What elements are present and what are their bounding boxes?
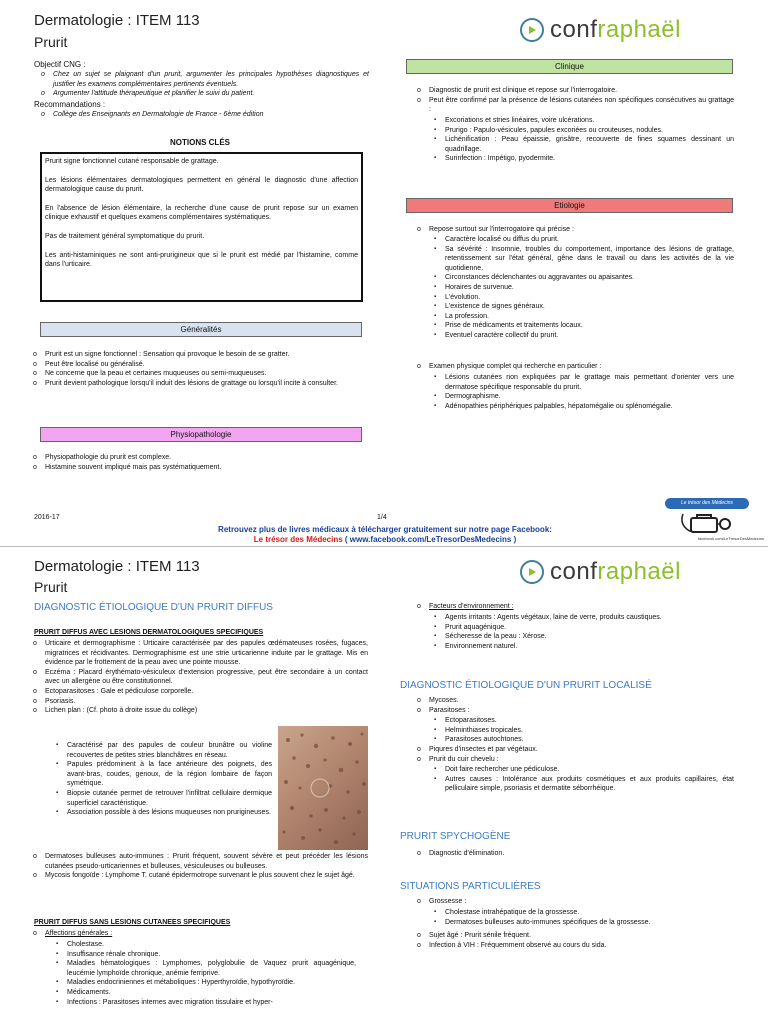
list-item: o Lichen plan : (Cf. photo à droite issue du collège)	[28, 706, 368, 716]
etiologie-sublist-2	[412, 373, 734, 411]
list-item: o Prurit devient pathologique lorsqu'il induit des lésions de grattage ou lorsqu'il incite à consulter.	[28, 379, 368, 389]
environnement-sublist	[412, 613, 734, 651]
list-item: o Infection à VIH : Fréquemment observé au cours du sida.	[412, 941, 734, 951]
page-title: Dermatologie : ITEM 113	[34, 558, 200, 575]
page-subtitle: Prurit	[34, 579, 68, 595]
objective-heading: Objectif CNG :	[34, 60, 86, 69]
list-item: ▪ Cholestase.	[34, 940, 356, 950]
list-item: o Facteurs d'environnement :	[412, 602, 734, 612]
recommendation-item: o Collège des Enseignants en Dermatologie de France - 6ème édition	[36, 110, 369, 120]
clinique-list	[412, 86, 734, 115]
list-item: o Parasitoses :	[412, 706, 734, 716]
list-item: o Affections générales :	[28, 929, 368, 939]
notion-paragraph: Les anti-histaminiques ne sont anti-prurigineux que si le prurit est médié par l'histamine, comme dans l'urticaire.	[45, 251, 358, 269]
notions-box	[40, 152, 363, 302]
section-title-diffus: DIAGNOSTIC ÉTIOLOGIQUE D'UN PRURIT DIFFUS	[34, 602, 273, 613]
situations-list-2	[412, 931, 734, 950]
document-page-2	[0, 548, 768, 1024]
list-item: ▪ Autres causes : Intolérance aux produits cosmétiques et aux produits capillaires, état pelliculaire simple, psoriasis et dermatite séborrhéique.	[412, 775, 734, 794]
list-item: ▪ Dermatoses bulleuses auto-immunes spécifiques de la grossesse.	[412, 918, 734, 928]
clinique-banner: Clinique	[406, 59, 733, 74]
list-item: ▪ Insuffisance rénale chronique.	[34, 950, 356, 960]
diffus-list-2	[28, 852, 368, 881]
footer-page-number: 1/4	[377, 514, 387, 521]
list-item: ▪ La profession.	[412, 312, 734, 322]
list-item: o Peut être localisé ou généralisé.	[28, 360, 368, 370]
list-item: ▪ Helminthiases tropicales.	[412, 726, 734, 736]
list-item: o Ne concerne que la peau et certaines muqueuses ou semi-muqueuses.	[28, 369, 368, 379]
etiologie-list-1	[412, 225, 734, 235]
list-item: o Eczéma : Placard érythémato-vésiculeux d'extension progressive, peut être secondaire à un contact avec un allergène ou être constitutionnel.	[28, 668, 368, 687]
notion-paragraph: Prurit signe fonctionnel cutané responsable de grattage.	[45, 158, 219, 165]
list-item: o Diagnostic de prurit est clinique et repose sur l'interrogatoire.	[412, 86, 734, 96]
list-item: o Histamine souvent impliqué mais pas systématiquement.	[28, 463, 368, 473]
notion-paragraph: Les lésions élémentaires dermatologiques permettent en général le diagnostic d'une affection dermatologique cause du prurit.	[45, 176, 358, 194]
list-item: o Ectoparasitoses : Gale et pédiculose corporelle.	[28, 687, 368, 697]
objective-item: o Chez un sujet se plaignant d'un prurit, argumenter les principales hypothèses diagnostiques et justifier les examens complémentaires pertinents éventuels.	[36, 70, 369, 89]
list-item: o Piqures d'insectes et par végétaux.	[412, 745, 734, 755]
list-item: ▪ L'existence de signes généraux.	[412, 302, 734, 312]
list-item: o Mycosis fongoïde : Lymphome T. cutané épidermotrope survenant le plus souvent chez le sujet âgé.	[28, 871, 368, 881]
list-item: o Examen physique complet qui recherche en particulier :	[412, 362, 734, 372]
list-item: o Mycoses.	[412, 696, 734, 706]
page-separator	[0, 546, 768, 547]
list-item: ▪ Médicaments.	[34, 988, 356, 998]
list-item: ▪ Caractère localisé ou diffus du prurit.	[412, 235, 734, 245]
list-item: ▪ Ectoparasitoses.	[412, 716, 734, 726]
list-item: o Urticaire et dermographisme : Urticaire caractérisée par des papules œdémateuses rosées, fugaces, migratrices et récidivantes. Dermographisme est une strie urticarienne induite par le grattage. Mis en évidence par le frottement de la peau avec une pointe mousse.	[28, 639, 368, 668]
badge-url: facebook.com/LeTresorDesMedecins	[697, 536, 764, 541]
tresor-medecins-badge	[648, 498, 766, 544]
list-item: ▪ Lésions cutanées non expliquées par le grattage mais permettant d'orienter vers une dermatose spécifique responsable du prurit.	[412, 373, 734, 392]
list-item: o Psoriasis.	[28, 697, 368, 707]
list-item: o Dermatoses bulleuses auto-immunes : Prurit fréquent, souvent sévère et peut précéder les lésions cutanées pseudo-urticariennes et bulleuses, vésiculeuses ou bulleuses.	[28, 852, 368, 871]
list-item: ▪ Eventuel caractère collectif du prurit.	[412, 331, 734, 341]
lichen-sublist	[34, 741, 272, 818]
list-item: o Peut être confirmé par la présence de lésions cutanées non spécifiques consécutives au grattage :	[412, 96, 734, 115]
list-item: ▪ Prise de médicaments et traitements locaux.	[412, 321, 734, 331]
list-item: ▪ Biopsie cutanée permet de retrouver l'infiltrat cellulaire dermique superficiel caractéristique.	[34, 789, 272, 808]
lichen-plan-photo	[278, 726, 368, 850]
list-item: o Sujet âgé : Prurit sénile fréquent.	[412, 931, 734, 941]
list-item: ▪ Cholestase intrahépatique de la grossesse.	[412, 908, 734, 918]
list-item: ▪ Association possible à des lésions muqueuses non prurigineuses.	[34, 808, 272, 818]
badge-title: Le trésor des Médecins	[665, 498, 749, 509]
list-item: o Prurit du cuir chevelu :	[412, 755, 734, 765]
objective-item: o Argumenter l'attitude thérapeutique et planifier le suivi du patient.	[36, 89, 369, 99]
clinique-sublist	[412, 116, 734, 164]
list-item: ▪ Horaires de survenue.	[412, 283, 734, 293]
cuir-chevelu-sublist	[412, 765, 734, 794]
page-title: Dermatologie : ITEM 113	[34, 12, 200, 29]
list-item: ▪ Papules prédominent à la face antérieure des poignets, des avant-bras, coudes, genoux, de la région lombaire de façon symétrique.	[34, 760, 272, 789]
confraphael-logo	[520, 18, 681, 42]
etiologie-sublist-1	[412, 235, 734, 341]
list-item: o Physiopathologie du prurit est complexe.	[28, 453, 368, 463]
recommendations-heading: Recommandations :	[34, 99, 106, 109]
localise-list-1	[412, 696, 734, 715]
list-item: ▪ Circonstances déclenchantes ou aggravantes ou apaisantes.	[412, 273, 734, 283]
physiopathologie-banner: Physiopathologie	[40, 427, 362, 442]
list-item: ▪ Caractérisé par des papules de couleur brunâtre ou violine recouvertes de petites stries blanchâtres en réseau.	[34, 741, 272, 760]
facebook-promo-text: Retrouvez plus de livres médicaux à télécharger gratuitement sur notre page Facebook:	[218, 525, 552, 534]
subsection-title-lesions: PRURIT DIFFUS AVEC LESIONS DERMATOLOGIQUES SPECIFIQUES	[34, 629, 264, 636]
facebook-promo-link[interactable]: Le trésor des Médecins ( www.facebook.com/LeTresorDesMedecins )	[253, 535, 517, 544]
list-item: ▪ Parasitoses autochtones.	[412, 735, 734, 745]
page-subtitle: Prurit	[34, 34, 68, 50]
situations-list-1	[412, 897, 734, 907]
list-item: ▪ Prurigo : Papulo-vésicules, papules excoriées ou crouteuses, nodules.	[412, 126, 734, 136]
affections-sublist	[34, 940, 356, 1007]
generalites-list	[28, 350, 368, 388]
list-item: o Prurit est un signe fonctionnel : Sensation qui provoque le besoin de se gratter.	[28, 350, 368, 360]
list-item: ▪ Lichénification : Peau épaissie, grisâtre, recouverte de fines squames dessinant un quadrillage.	[412, 135, 734, 154]
list-item: ▪ Adénopathies périphériques palpables, hépatomégalie ou splénomégalie.	[412, 402, 734, 412]
notion-paragraph: Pas de traitement général symptomatique du prurit.	[45, 232, 205, 240]
diffus-list-1	[28, 639, 368, 716]
play-icon	[520, 18, 544, 42]
notion-paragraph: En l'absence de lésion élémentaire, la recherche d'une cause de prurit repose sur un examen clinique exhaustif et quelques examens complémentaires systématiques.	[45, 204, 358, 222]
logo-text-part1: conf	[550, 16, 598, 43]
localise-list-2	[412, 745, 734, 764]
play-icon	[520, 560, 544, 584]
section-title-situations: SITUATIONS PARTICULIÈRES	[400, 881, 541, 892]
list-item: ▪ Sécheresse de la peau : Xérose.	[412, 632, 734, 642]
section-title-psychogene: PRURIT SPYCHOGÈNE	[400, 831, 511, 842]
list-item: ▪ Agents irritants : Agents végétaux, laine de verre, produits caustiques.	[412, 613, 734, 623]
affections-list	[28, 929, 368, 939]
list-item: ▪ Surinfection : Impétigo, pyodermite.	[412, 154, 734, 164]
logo-text-part2: raphaël	[597, 558, 681, 585]
list-item: o Diagnostic d'élimination.	[412, 849, 734, 859]
psychogene-list	[412, 849, 734, 859]
footer-year: 2016-17	[34, 514, 60, 521]
list-item: ▪ Dermographisme.	[412, 392, 734, 402]
physiopathologie-list	[28, 453, 368, 472]
notions-title: NOTIONS CLÉS	[169, 138, 230, 147]
etiologie-list-2	[412, 362, 734, 372]
list-item: o Grossesse :	[412, 897, 734, 907]
list-item: o Repose surtout sur l'interrogatoire qui précise :	[412, 225, 734, 235]
list-item: ▪ Maladies endocriniennes et métaboliques : Hyperthyroïdie, hypothyroïdie.	[34, 978, 356, 988]
list-item: ▪ Infections : Parasitoses internes avec migration tissulaire et hyper-	[34, 998, 356, 1008]
environnement-list	[412, 602, 734, 612]
section-title-localise: DIAGNOSTIC ÉTIOLOGIQUE D'UN PRURIT LOCALISÉ	[400, 680, 652, 691]
stethoscope-icon	[677, 510, 737, 536]
list-item: ▪ Doit faire rechercher une pédiculose.	[412, 765, 734, 775]
confraphael-logo	[520, 560, 681, 584]
etiologie-banner: Etiologie	[406, 198, 733, 213]
logo-text-part1: conf	[550, 558, 598, 585]
list-item: ▪ Prurit aquagénique.	[412, 623, 734, 633]
list-item: ▪ Sa sévérité : Insomnie, troubles du comportement, importance des lésions de grattage, retentissement sur l'état général, gêne dans le travail ou dans les activités de la vie quotidienne.	[412, 245, 734, 274]
objective-section	[34, 60, 369, 119]
parasitoses-sublist	[412, 716, 734, 745]
list-item: ▪ Excoriations et stries linéaires, voire ulcérations.	[412, 116, 734, 126]
subsection-title-sans-lesions: PRURIT DIFFUS SANS LESIONS CUTANEES SPECIFIQUES	[34, 919, 231, 926]
list-item: ▪ Environnement naturel.	[412, 642, 734, 652]
grossesse-sublist	[412, 908, 734, 927]
list-item: ▪ Maladies hématologiques : Lymphomes, polyglobulie de Vaquez prurit aquagénique, leucémie lymphoïde chronique, anémie ferriprive.	[34, 959, 356, 978]
logo-text-part2: raphaël	[597, 16, 681, 43]
generalites-banner: Généralités	[40, 322, 362, 337]
list-item: ▪ L'évolution.	[412, 293, 734, 303]
